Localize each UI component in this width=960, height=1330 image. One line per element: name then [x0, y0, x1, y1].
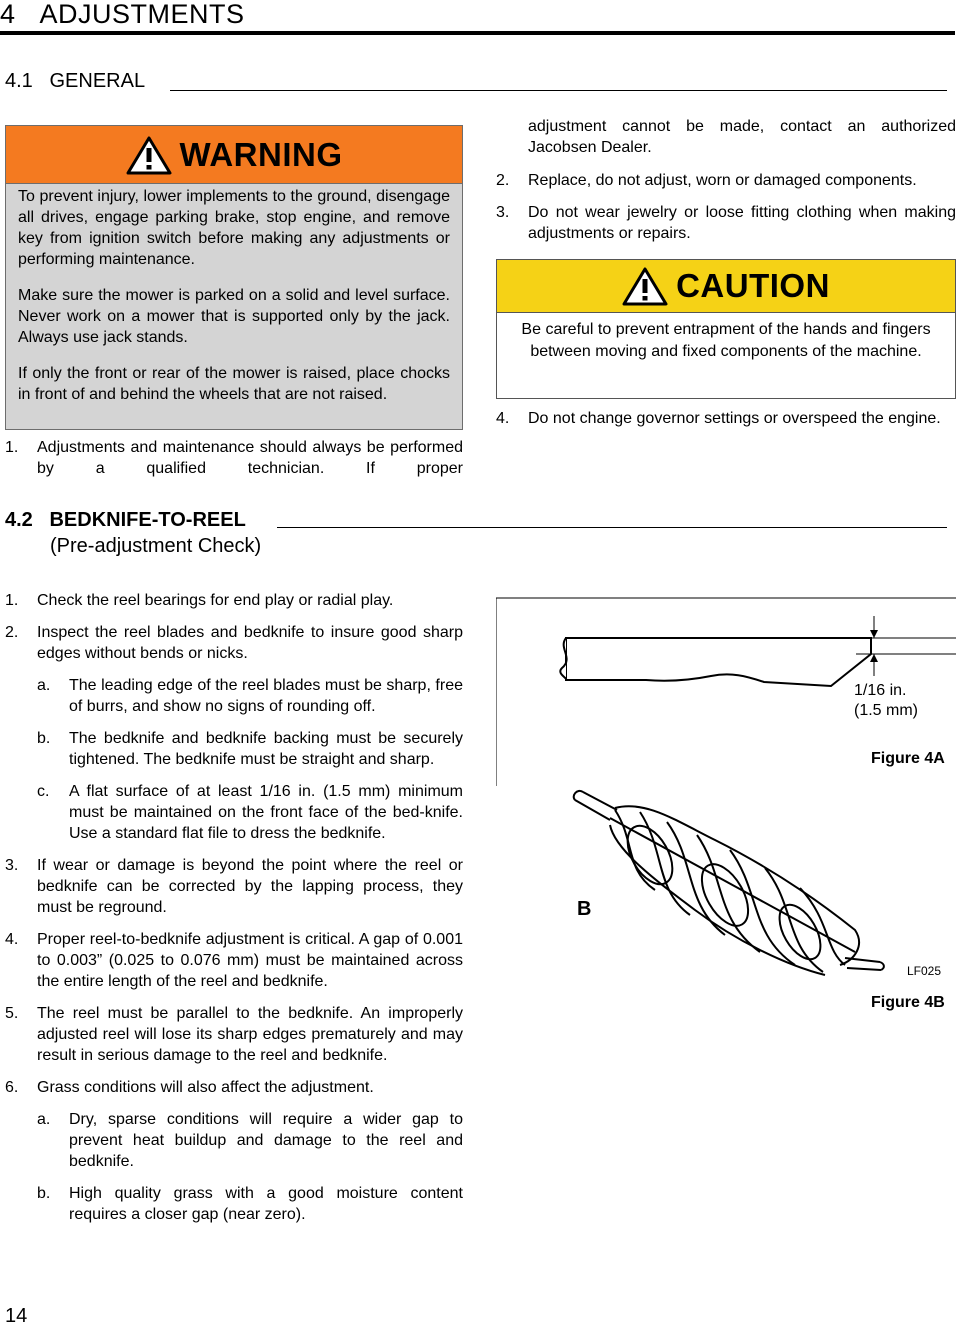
- list-item-letter: a.: [37, 1111, 51, 1128]
- caution-box: [496, 259, 956, 399]
- list-item-number: 6.: [5, 1079, 19, 1096]
- chapter-rule: [0, 31, 955, 35]
- section-heading-bedknife: [5, 509, 246, 532]
- figure-4b-code: LF025: [907, 964, 942, 978]
- warning-paragraph: If only the front or rear of the mower is raised, place chocks in front of and behind the wheels that are not raised.: [18, 365, 450, 403]
- list-item: [5, 1077, 463, 1098]
- sub-list-item: [5, 781, 463, 844]
- sub-list-item: [5, 1109, 463, 1172]
- page-number: 14: [5, 1305, 28, 1327]
- figure-4a-caption: Figure 4A: [871, 750, 945, 767]
- list-item-letter: b.: [37, 1185, 51, 1202]
- figure-4b-reel-drawing: [555, 780, 895, 990]
- bedknife-list: [5, 590, 463, 1225]
- warning-triangle-icon: [126, 135, 172, 175]
- section-rule: [277, 527, 947, 528]
- list-item-letter: c.: [37, 783, 50, 800]
- list-item-text: Dry, sparse conditions will require a wider gap to prevent heat buildup and damage to the reel and bedknife.: [69, 1111, 463, 1170]
- list-item-text: Check the reel bearings for end play or radial play.: [37, 592, 394, 609]
- list-item: [5, 929, 463, 992]
- caution-label: CAUTION: [676, 267, 830, 304]
- warning-box: [5, 125, 463, 430]
- section-rule: [170, 90, 947, 91]
- section-heading-general: [5, 70, 145, 93]
- list-item-text: A flat surface of at least 1/16 in. (1.5 mm) minimum must be maintained on the front face of the bed-knife. Use a standard flat file to dress the bedknife.: [69, 783, 463, 842]
- chapter-title: ADJUSTMENTS: [39, 0, 245, 29]
- chapter-number: 4: [0, 0, 16, 29]
- section-number: 4.1: [5, 70, 33, 92]
- list-item: [496, 116, 956, 158]
- list-item-text: If wear or damage is beyond the point where the reel or bedknife can be corrected by the lapping process, they must be reground.: [37, 857, 463, 916]
- warning-paragraph: Make sure the mower is parked on a solid and level surface. Never work on a mower that is supported only by the jack. Always use jack stands.: [18, 287, 450, 346]
- warning-header: [6, 126, 462, 184]
- list-item-letter: a.: [37, 677, 51, 694]
- warning-label: WARNING: [179, 135, 343, 173]
- list-item-text: Grass conditions will also affect the adjustment.: [37, 1079, 374, 1096]
- list-item-text: Adjustments and maintenance should always be performed by a qualified technician. If proper: [37, 439, 463, 477]
- list-item: [5, 437, 463, 479]
- caution-triangle-icon: [622, 266, 668, 306]
- list-item-text: Do not change governor settings or overspeed the engine.: [528, 410, 941, 427]
- list-item: [496, 202, 956, 244]
- chapter-heading: [0, 0, 245, 28]
- list-item-text: Proper reel-to-bedknife adjustment is critical. A gap of 0.001 to 0.003” (0.025 to 0.076 mm) must be maintained across the entire length of the reel and bedknife.: [37, 931, 463, 990]
- list-item-text: Do not wear jewelry or loose fitting clothing when making adjustments or repairs.: [528, 204, 956, 242]
- list-item-number: 2.: [5, 624, 19, 641]
- sub-list-item: [5, 728, 463, 770]
- caution-text: Be careful to prevent entrapment of the hands and fingers between moving and fixed components of the machine.: [521, 321, 931, 360]
- section-number: 4.2: [5, 509, 33, 531]
- list-item-text: Replace, do not adjust, worn or damaged components.: [528, 172, 917, 189]
- section-title: GENERAL: [49, 70, 146, 92]
- list-item: [5, 590, 463, 611]
- warning-paragraph: To prevent injury, lower implements to the ground, disengage all drives, engage parking brake, stop engine, and remove key from ignition switch before making any adjustments or performing maintenance.: [18, 188, 450, 268]
- figure-4b-callout-b: B: [577, 898, 592, 920]
- list-item: [496, 170, 956, 191]
- sub-list-item: [5, 675, 463, 717]
- dimension-metric: (1.5 mm): [854, 702, 918, 719]
- caution-header: [497, 260, 955, 313]
- list-item-text: High quality grass with a good moisture content requires a closer gap (near zero).: [69, 1185, 463, 1223]
- figure-4b-caption: Figure 4B: [871, 994, 945, 1011]
- section-title: BEDKNIFE-TO-REEL: [49, 509, 246, 531]
- list-item-number: 3.: [5, 857, 19, 874]
- sub-list-item: [5, 1183, 463, 1225]
- list-item-number: 1.: [5, 439, 19, 456]
- list-item: [5, 622, 463, 664]
- figure-4a-dimension: [854, 681, 918, 721]
- list-item-text: The leading edge of the reel blades must be sharp, free of burrs, and show no signs of rounding off.: [69, 677, 463, 715]
- list-item-letter: b.: [37, 730, 51, 747]
- list-item-text: adjustment cannot be made, contact an authorized Jacobsen Dealer.: [528, 118, 956, 156]
- list-item-number: 4.: [5, 931, 19, 948]
- list-item-text: The reel must be parallel to the bedknife. An improperly adjusted reel will lose its sharp edges prematurely and may result in serious damage to the reel and bedknife.: [37, 1005, 463, 1064]
- list-item-number: 3.: [496, 204, 510, 221]
- list-item-number: 2.: [496, 172, 510, 189]
- dimension-imperial: 1/16 in.: [854, 682, 907, 699]
- list-item-number: [496, 116, 528, 158]
- list-item-number: 1.: [5, 592, 19, 609]
- list-item-number: 5.: [5, 1005, 19, 1022]
- list-item-text: The bedknife and bedknife backing must be securely tightened. The bedknife must be straight and sharp.: [69, 730, 463, 768]
- section-subtitle: (Pre-adjustment Check): [50, 535, 262, 557]
- list-item: [5, 855, 463, 918]
- list-item-text: Inspect the reel blades and bedknife to insure good sharp edges without bends or nicks.: [37, 624, 463, 662]
- list-item: [5, 1003, 463, 1066]
- list-item: [496, 408, 956, 429]
- list-item-number: 4.: [496, 410, 510, 427]
